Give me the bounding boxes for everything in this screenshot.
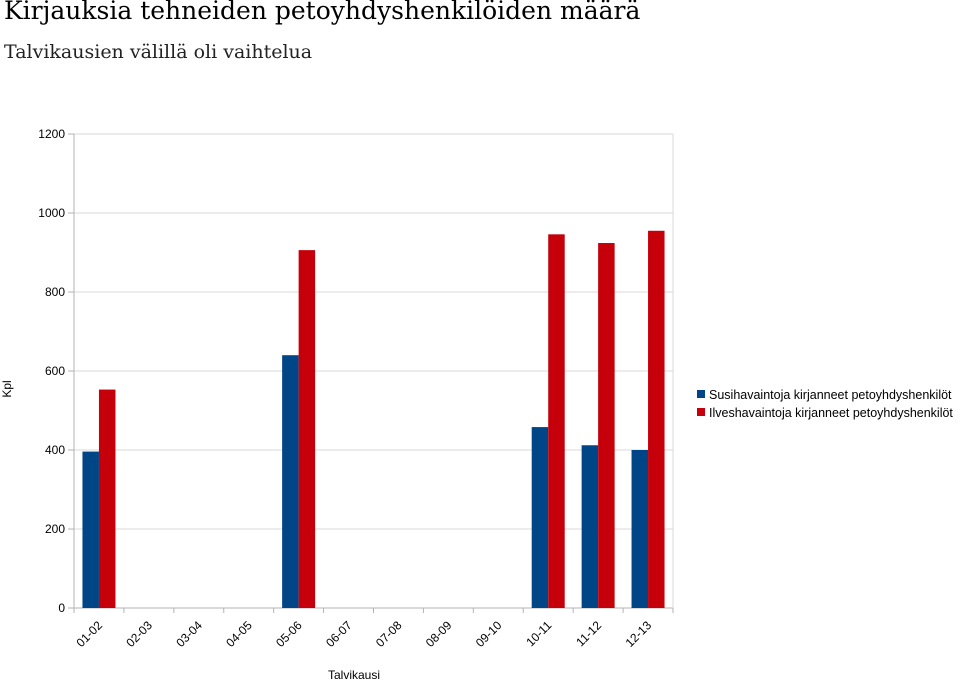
x-tick-label: 06-07: [323, 618, 355, 650]
bar-ilves-01-02: [99, 390, 116, 608]
legend-swatch: [697, 408, 705, 416]
y-tick-labels: [38, 127, 65, 615]
x-tick-label: 11-12: [573, 618, 605, 650]
y-tick-label: 800: [44, 285, 65, 299]
x-tick-label: 02-03: [123, 618, 155, 650]
x-tick-label: 09-10: [472, 618, 505, 650]
x-tick-labels: [73, 618, 654, 650]
legend-label: Susihavaintoja kirjanneet petoyhdyshenkilöt: [709, 388, 952, 402]
x-tick-label: 03-04: [173, 618, 205, 650]
x-tick-label: 07-08: [372, 618, 405, 650]
x-tick-label: 10-11: [523, 618, 555, 650]
chart-subtitle: Talvikausien välillä oli vaihtelua: [4, 41, 313, 63]
bar-ilves-05-06: [299, 250, 316, 608]
legend-label: Ilveshavaintoja kirjanneet petoyhdyshenkilöt: [709, 406, 953, 420]
y-tick-label: 600: [44, 364, 65, 378]
bar-susi-05-06: [282, 355, 299, 608]
x-tick-label: 05-06: [273, 618, 305, 650]
y-tick-label: 1000: [38, 206, 65, 220]
bar-ilves-11-12: [598, 243, 615, 608]
y-axis-label: Kpl: [0, 380, 14, 398]
bar-susi-10-11: [532, 427, 549, 608]
x-tick-label: 04-05: [223, 618, 255, 650]
bar-ilves-12-13: [648, 231, 665, 608]
bar-ilves-10-11: [548, 234, 565, 608]
x-axis-label: Talvikausi: [327, 668, 381, 680]
bar-susi-12-13: [632, 450, 649, 608]
x-tick-label: 08-09: [422, 618, 455, 650]
bar-susi-01-02: [82, 452, 99, 608]
y-tick-label: 0: [58, 601, 65, 615]
y-tick-label: 400: [44, 443, 65, 457]
x-tick-label: 12-13: [622, 618, 655, 650]
bar-susi-11-12: [582, 445, 599, 608]
chart-title: Kirjauksia tehneiden petoyhdyshenkilöiden määrä: [4, 0, 641, 25]
y-tick-label: 1200: [38, 127, 65, 141]
bars: [82, 231, 664, 608]
x-tick-label: 01-02: [73, 618, 106, 650]
legend: [697, 388, 953, 420]
y-tick-label: 200: [44, 522, 65, 536]
legend-swatch: [697, 390, 705, 398]
